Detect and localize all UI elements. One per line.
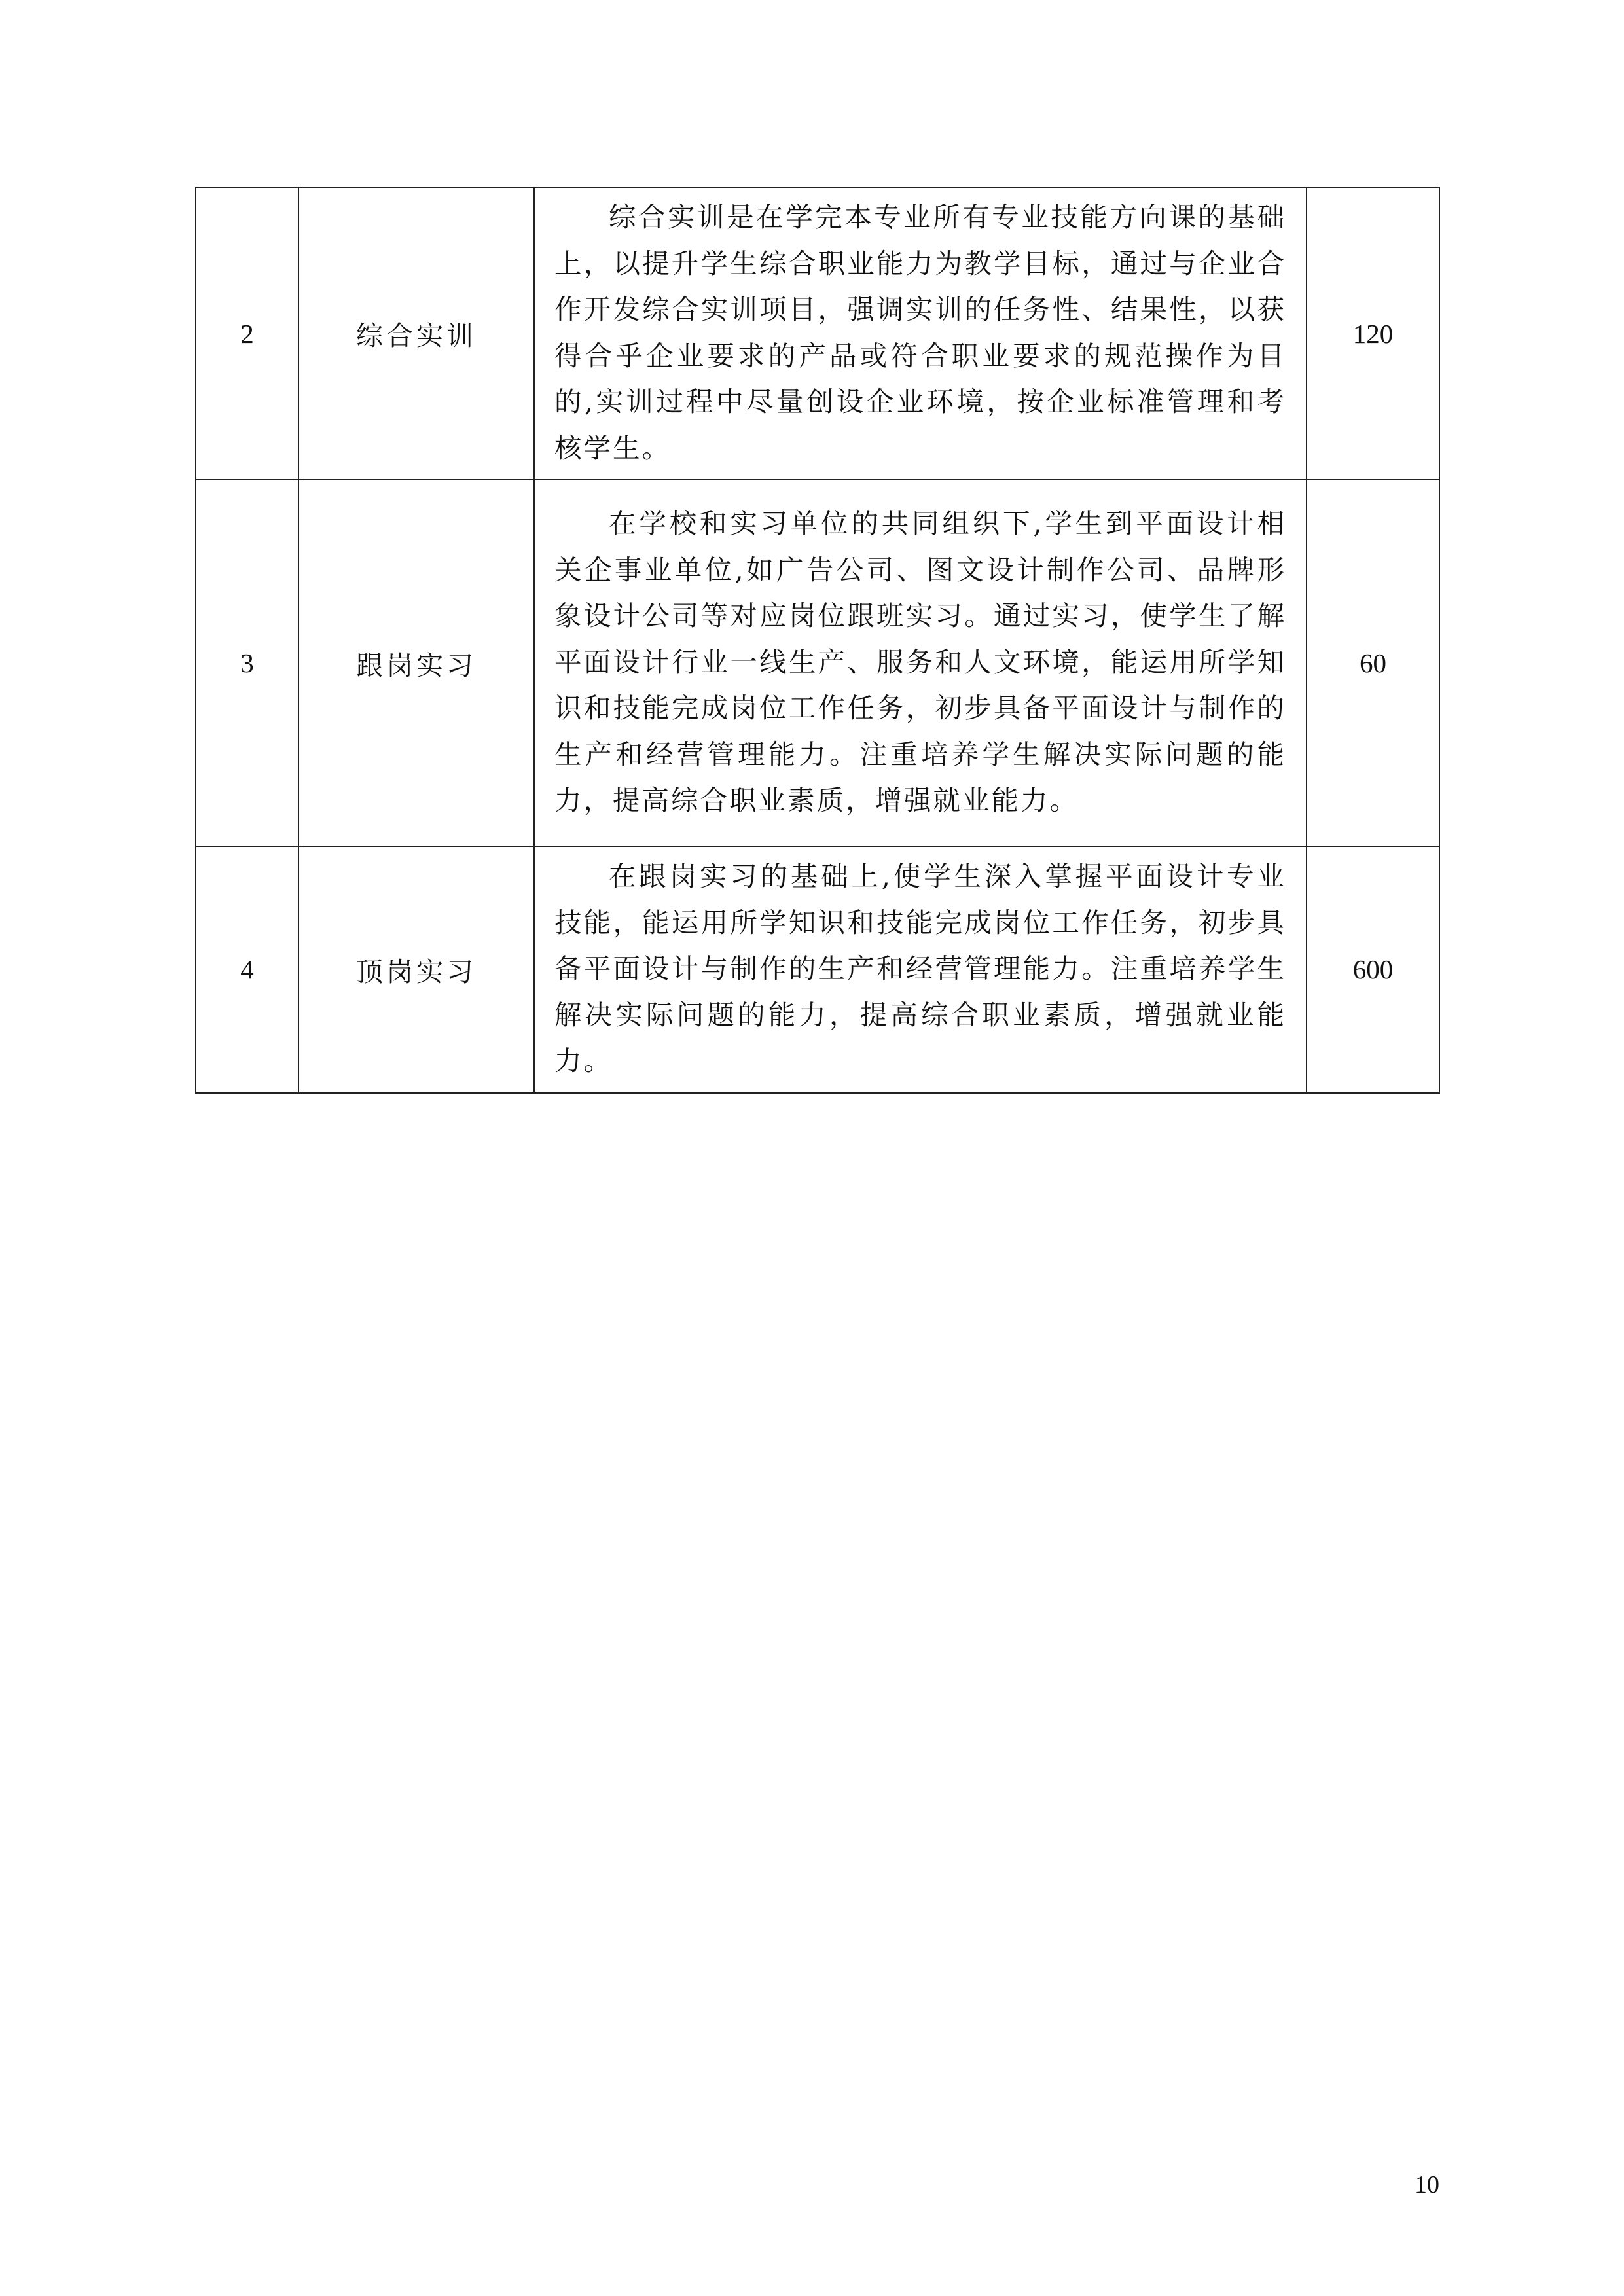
table-row <box>196 846 1439 1093</box>
row-number: 2 <box>196 187 298 480</box>
course-description-cell <box>534 846 1307 1093</box>
course-description-cell <box>534 187 1307 480</box>
practice-course-table <box>195 187 1440 1094</box>
course-hours: 600 <box>1307 846 1439 1093</box>
course-name: 综合实训 <box>298 187 534 480</box>
course-name: 跟岗实习 <box>298 480 534 846</box>
table-row <box>196 187 1439 480</box>
course-hours: 60 <box>1307 480 1439 846</box>
course-hours: 120 <box>1307 187 1439 480</box>
page-number: 10 <box>1415 2171 1439 2198</box>
course-name: 顶岗实习 <box>298 846 534 1093</box>
row-number: 4 <box>196 846 298 1093</box>
course-description: 在跟岗实习的基础上,使学生深入掌握平面设计专业技能，能运用所学知识和技能完成岗位工作任务，初步具备平面设计与制作的生产和经营管理能力。注重培养学生解决实际问题的能力，提高综合职业素质，增强就业能力。 <box>554 860 1286 1077</box>
course-description: 综合实训是在学完本专业所有专业技能方向课的基础上，以提升学生综合职业能力为教学目标，通过与企业合作开发综合实训项目，强调实训的任务性、结果性，以获得合乎企业要求的产品或符合职业要求的规范操作为目的,实训过程中尽量创设企业环境，按企业标准管理和考核学生。 <box>554 201 1286 464</box>
row-number: 3 <box>196 480 298 846</box>
course-description: 在学校和实习单位的共同组织下,学生到平面设计相关企事业单位,如广告公司、图文设计制作公司、品牌形象设计公司等对应岗位跟班实习。通过实习，使学生了解平面设计行业一线生产、服务和人文环境，能运用所学知识和技能完成岗位工作任务，初步具备平面设计与制作的生产和经营管理能力。注重培养学生解决实际问题的能力，提高综合职业素质，增强就业能力。 <box>554 507 1286 817</box>
table-row <box>196 480 1439 846</box>
course-description-cell <box>534 480 1307 846</box>
